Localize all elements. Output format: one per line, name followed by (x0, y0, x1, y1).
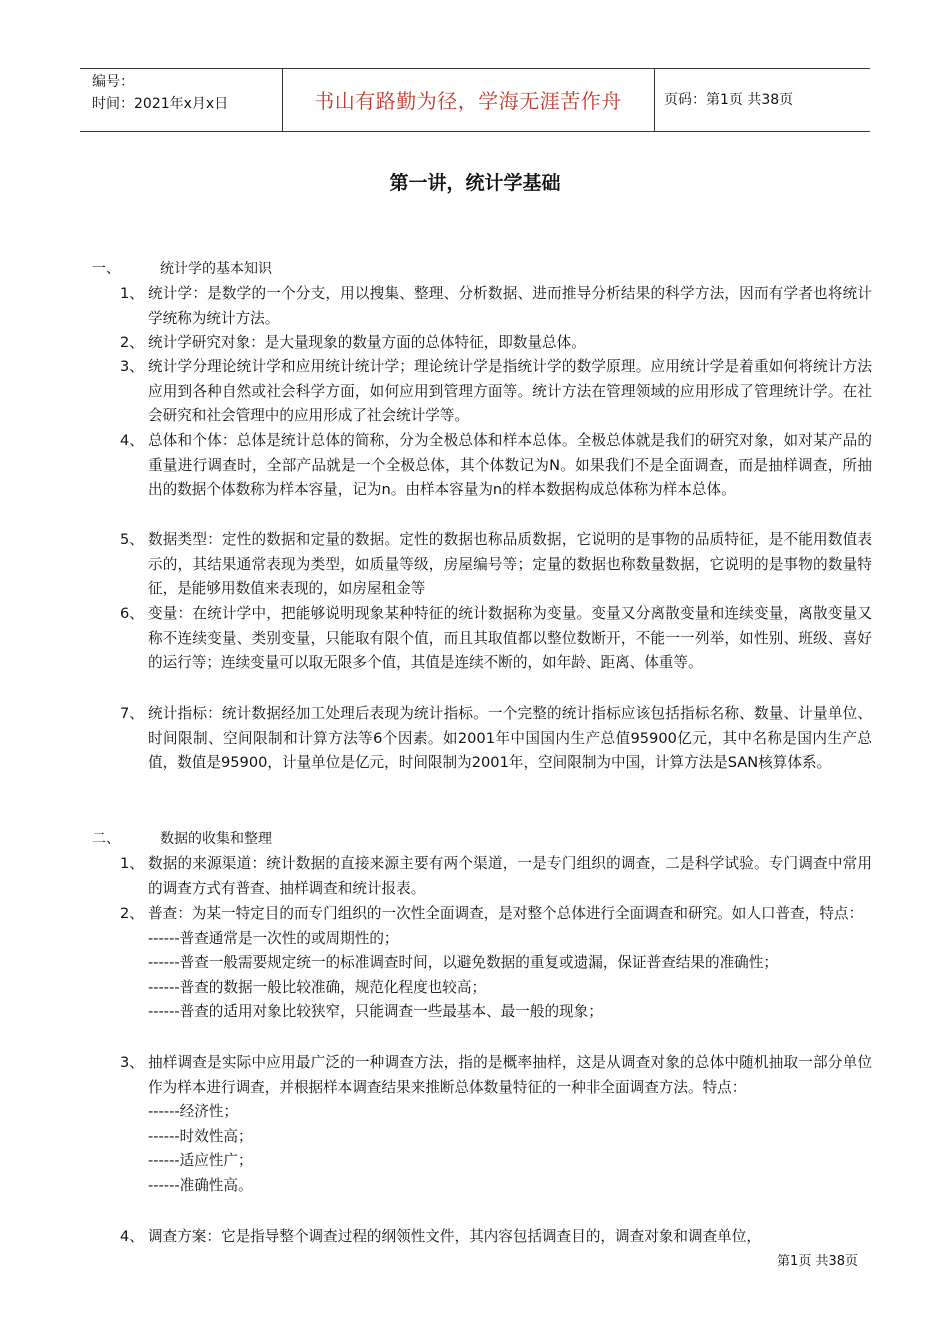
header-motto: 书山有路勤为径，学海无涯苦作舟 (314, 89, 622, 113)
dash-point: ------适应性广； (148, 1152, 253, 1170)
item-text: 调查方案：它是指导整个调查过程的纲领性文件，其内容包括调查目的，调查对象和调查单位， (148, 1228, 761, 1245)
item-number: 1、 (120, 855, 144, 872)
item-text: 统计学分理论统计学和应用统计统计学；理论统计学是指统计学的数学原理。应用统计学是着重如何将统计方法应用到各种自然或社会科学方面，如何应用到管理方面等。统计方法在管理领域的应用形成了管理统计学。在社会研究和社会管理中的应用形成了社会统计学等。 (148, 358, 872, 425)
item-text: 普查：为某一特定目的而专门组织的一次性全面调查，是对整个总体进行全面调查和研究。如人口普查，特点： (148, 905, 864, 922)
item-number: 6、 (120, 605, 144, 622)
list-item (120, 902, 872, 1025)
list-item (120, 429, 872, 503)
section-heading (92, 828, 272, 848)
item-number: 5、 (120, 531, 144, 548)
section-title: 数据的收集和整理 (160, 831, 272, 847)
item-number: 4、 (120, 1228, 144, 1245)
section-heading (92, 258, 272, 278)
list-item (120, 1225, 872, 1250)
item-text: 抽样调查是实际中应用最广泛的一种调查方法，指的是概率抽样，这是从调查对象的总体中随机抽取一部分单位作为样本进行调查，并根据样本调查结果来推断总体数量特征的一种非全面调查方法。特点： (148, 1054, 872, 1096)
header-divider (654, 69, 655, 131)
dash-point: ------普查的适用对象比较狭窄，只能调查一些最基本、最一般的现象； (148, 1003, 603, 1021)
list-item (120, 602, 872, 676)
item-text: 数据的来源渠道：统计数据的直接来源主要有两个渠道，一是专门组织的调查，二是科学试验。专门调查中常用的调查方式有普查、抽样调查和统计报表。 (148, 855, 872, 897)
page-title: 第一讲，统计学基础 (389, 172, 561, 194)
item-text: 统计学：是数学的一个分支，用以搜集、整理、分析数据、进而推导分析结果的科学方法，因而有学者也将统计学统称为统计方法。 (148, 285, 872, 327)
dash-point: ------准确性高。 (148, 1176, 253, 1194)
item-number: 7、 (120, 705, 144, 722)
item-number: 1、 (120, 285, 144, 302)
item-number: 4、 (120, 432, 144, 449)
item-text: 总体和个体：总体是统计总体的简称，分为全极总体和样本总体。全极总体就是我们的研究对象，如对某产品的重量进行调查时，全部产品就是一个全极总体，其个体数记为N。如果我们不是全面调查，而是抽样调查，所抽出的数据个体数称为样本容量，记为n。由样本容量为n的样本数据构成总体称为样本总体。 (148, 432, 872, 499)
item-text: 统计学研究对象：是大量现象的数量方面的总体特征，即数量总体。 (148, 334, 586, 351)
page-footer: 第1页 共38页 (777, 1254, 858, 1269)
dash-point: ------普查的数据一般比较准确，规范化程度也较高； (148, 978, 487, 996)
list-item (120, 852, 872, 901)
list-item (120, 282, 872, 331)
list-item (120, 331, 872, 356)
header-left-cell (92, 71, 228, 115)
dash-point: ------时效性高； (148, 1127, 253, 1145)
header-table (80, 68, 870, 132)
item-number: 2、 (120, 334, 144, 351)
dash-point: ------普查通常是一次性的或周期性的； (148, 929, 399, 947)
date-line: 时间：2021年x月x日 (92, 96, 229, 112)
dash-point: ------普查一般需要规定统一的标准调查时间，以避免数据的重复或遗漏，保证普查结果的准确性； (148, 954, 778, 972)
dash-point: ------经济性； (148, 1103, 238, 1121)
section-title: 统计学的基本知识 (160, 261, 272, 277)
item-text: 变量：在统计学中，把能够说明现象某种特征的统计数据称为变量。变量又分离散变量和连续变量，离散变量又称不连续变量、类别变量，只能取有限个值，而且其取值都以整位数断开，不能一一列举，如性别、班级、喜好的运行等；连续变量可以取无限多个值，其值是连续不断的，如年龄、距离、体重等。 (148, 605, 872, 672)
list-item (120, 1051, 872, 1199)
list-item (120, 355, 872, 429)
serial-label: 编号： (92, 74, 134, 90)
item-text: 统计指标：统计数据经加工处理后表现为统计指标。一个完整的统计指标应该包括指标名称、数量、计量单位、时间限制、空间限制和计算方法等6个因素。如2001年中国国内生产总值95900亿元，其中名称是国内生产总值，数值是95900，计量单位是亿元，时间限制为2001年，空间限制为中国，计算方法是SAN核算体系。 (148, 705, 872, 772)
header-page-info: 页码：第1页 共38页 (664, 92, 794, 108)
list-item (120, 528, 872, 602)
item-number: 3、 (120, 358, 144, 375)
item-text: 数据类型：定性的数据和定量的数据。定性的数据也称品质数据，它说明的是事物的品质特征，是不能用数值表示的，其结果通常表现为类型，如质量等级，房屋编号等；定量的数据也称数量数据，它说明的是事物的数量特征，是能够用数值来表现的，如房屋租金等 (148, 531, 872, 598)
item-number: 2、 (120, 905, 144, 922)
list-item (120, 702, 872, 776)
item-number: 3、 (120, 1054, 144, 1071)
section-number: 二、 (92, 831, 120, 847)
section-number: 一、 (92, 261, 120, 277)
